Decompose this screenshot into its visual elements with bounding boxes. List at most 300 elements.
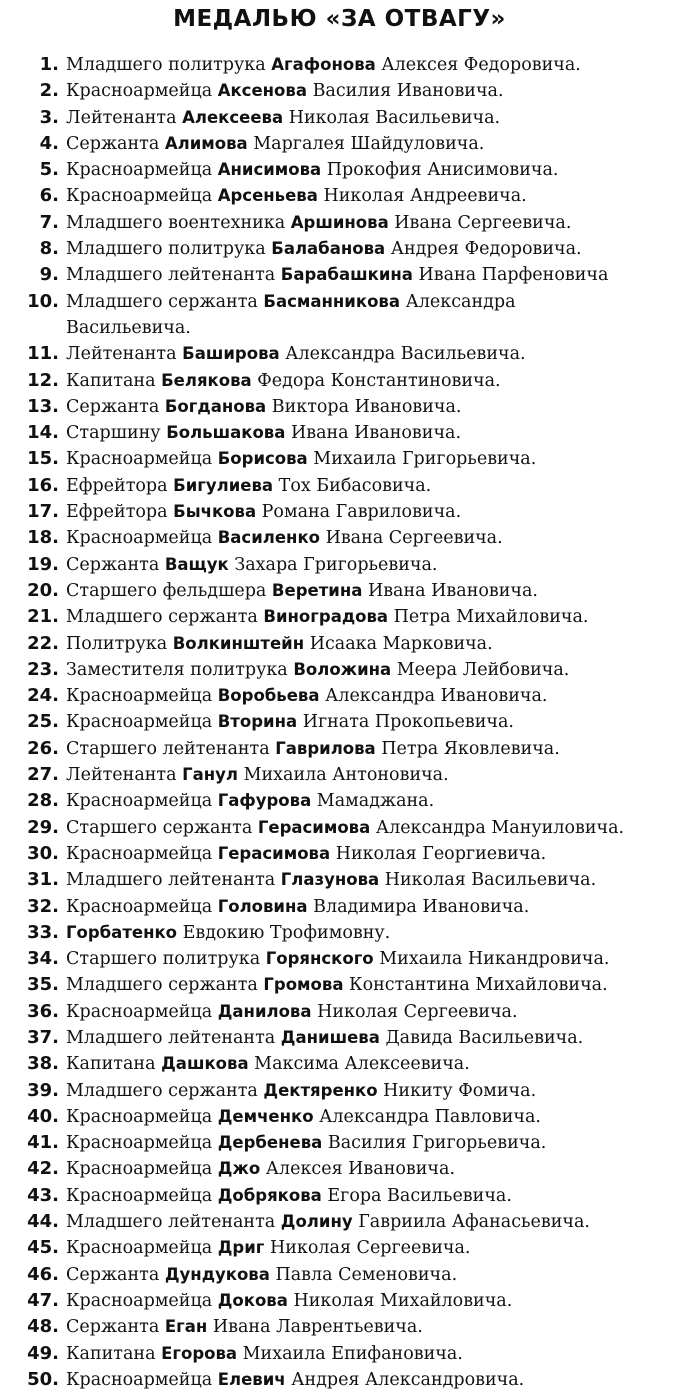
list-item [0,183,679,209]
item-text [66,262,678,288]
item-number: 21. [27,606,59,628]
item-number: 44. [27,1211,59,1233]
surname: Герасимова [217,843,331,863]
item-text [66,1341,678,1367]
item-text [66,841,678,867]
item-text [66,1104,678,1130]
item-text [66,683,678,709]
item-text [66,236,678,262]
list-item [0,736,679,762]
list-item [0,972,679,998]
surname: Егорова [161,1343,238,1363]
list-item [0,236,679,262]
list-item [0,1288,679,1314]
item-number: 50. [27,1368,59,1390]
surname: Ващук [164,554,229,574]
surname: Волкинштейн [172,633,305,653]
item-number: 29. [27,816,59,838]
given-names: Андрея Федоровича. [390,239,582,260]
given-names: Василия Григорьевича. [327,1133,547,1154]
rank-text: Сержанта [66,554,160,575]
item-number: 8. [39,238,59,260]
list-item [0,1156,679,1182]
given-names: Мамаджана. [316,791,435,812]
item-number: 34. [27,948,59,970]
item-number: 14. [27,422,59,444]
rank-text: Сержанта [66,396,160,417]
surname: Ганул [182,765,239,785]
item-number: 3. [39,106,59,128]
surname: Дриг [217,1238,265,1258]
item-text [66,972,678,998]
surname: Виноградова [263,607,389,627]
given-names: Виктора Ивановича. [271,396,462,417]
rank-text: Капитана [66,370,156,391]
item-number: 33. [27,921,59,943]
rank-text: Старшину [66,423,161,444]
item-number: 40. [27,1105,59,1127]
given-names: Петра Яковлевича. [381,738,560,759]
item-number: 43. [27,1184,59,1206]
item-text [66,578,678,604]
item-text [66,1078,678,1104]
list-item [0,262,679,288]
list-item [0,394,679,420]
surname: Борисова [217,449,308,469]
given-names: Давида Васильевича. [385,1027,584,1048]
item-number: 39. [27,1079,59,1101]
surname: Богданова [164,396,267,416]
list-item [0,1104,679,1130]
surname: Дашкова [161,1054,249,1074]
rank-text: Старшего лейтенанта [66,738,270,759]
given-names: Меера Лейбовича. [396,659,570,680]
given-names: Владимира Ивановича. [313,896,530,917]
surname: Головина [217,896,308,916]
item-number: 32. [27,895,59,917]
given-names: Александра Мануиловича. [375,817,625,838]
rank-text: Красноармейца [66,1001,213,1022]
item-text [66,131,678,157]
given-names: Михаила Епифановича. [242,1343,463,1364]
surname: Анисимова [217,160,322,180]
item-number: 35. [27,974,59,996]
item-number: 28. [27,790,59,812]
surname: Данишева [280,1027,380,1047]
item-text [66,604,678,630]
given-names: Маргалея Шайдуловича. [253,133,485,154]
list-item [0,1314,679,1340]
list-item [0,762,679,788]
item-number: 49. [27,1342,59,1364]
rank-text: Лейтенанта [66,107,177,128]
item-text [66,1209,678,1235]
rank-text: Красноармейца [66,160,213,181]
item-text [66,1314,678,1340]
rank-text: Младшего сержанта [66,975,258,996]
surname: Докова [217,1290,288,1310]
item-number: 24. [27,685,59,707]
given-names: Ивана Сергеевича. [325,528,503,549]
list-item [0,552,679,578]
surname: Барабашкина [280,265,413,285]
rank-text: Красноармейца [66,1133,213,1154]
item-number: 47. [27,1289,59,1311]
surname: Белякова [161,370,252,390]
item-number: 15. [27,448,59,470]
item-number: 31. [27,869,59,891]
rank-text: Старшего сержанта [66,817,253,838]
rank-text: Ефрейтора [66,502,168,523]
surname: Василенко [217,528,320,548]
list-item [0,894,679,920]
list-item [0,815,679,841]
given-names: Алексея Федоровича. [381,55,581,75]
item-text [66,867,678,893]
item-number: 17. [27,501,59,523]
surname: Аксенова [217,81,307,101]
item-text [66,946,678,972]
given-names: Николая Андреевича. [323,186,527,207]
given-names: Гавриила Афанасьевича. [358,1212,590,1233]
surname: Бигулиева [173,475,274,495]
item-text [66,894,678,920]
rank-text: Младшего сержанта [66,607,258,628]
rank-text: Капитана [66,1054,156,1075]
item-text [66,420,678,446]
item-number: 5. [39,159,59,181]
item-text [66,999,678,1025]
list-item [0,631,679,657]
given-names: Федора Константиновича. [257,370,501,391]
list-item [0,52,679,78]
rank-text: Красноармейца [66,686,213,707]
item-number: 41. [27,1132,59,1154]
item-text [66,525,678,551]
given-names: Егора Васильевича. [327,1185,512,1206]
given-names: Александра Павловича. [319,1106,541,1127]
rank-text: Заместителя политрука [66,659,288,680]
rank-text: Младшего лейтенанта [66,1212,276,1233]
list-item [0,1051,679,1077]
rank-text: Ефрейтора [66,475,168,496]
item-number: 7. [39,211,59,233]
given-names: Ивана Парфеновича [418,265,609,286]
list-item [0,210,679,236]
item-number: 26. [27,737,59,759]
given-names: Николая Георгиевича. [335,843,547,864]
list-item [0,1209,679,1235]
surname: Веретина [271,580,363,600]
list-item [0,499,679,525]
item-text [66,1262,678,1288]
surname: Агафонова [271,55,376,74]
rank-text: Младшего лейтенанта [66,870,276,891]
list-item [0,657,679,683]
item-number: 1. [39,54,59,75]
surname: Алимова [164,133,248,153]
list-item [0,1025,679,1051]
item-number: 30. [27,842,59,864]
item-text [66,920,678,946]
given-names: Николая Васильевича. [384,870,597,891]
list-item [0,1262,679,1288]
item-text [66,1051,678,1077]
item-number: 42. [27,1158,59,1180]
list-item [0,157,679,183]
given-names: Прокофия Анисимовича. [326,160,559,181]
surname: Долину [280,1212,353,1232]
item-text [66,341,678,367]
item-number: 23. [27,658,59,680]
item-number: 22. [27,632,59,654]
surname: Вторина [217,712,298,732]
item-number: 27. [27,764,59,786]
rank-text: Красноармейца [66,186,213,207]
item-number: 4. [39,132,59,154]
rank-text: Красноармейца [66,791,213,812]
given-names: Евдокию Трофимовну. [182,922,391,943]
rank-text: Младшего воентехника [66,212,286,233]
surname: Арсеньева [217,186,318,206]
rank-text: Красноармейца [66,1238,213,1259]
item-text [66,52,678,78]
list-item [0,1130,679,1156]
rank-text: Старшего фельдшера [66,580,267,601]
surname: Гафурова [217,791,312,811]
surname: Данилова [217,1001,312,1021]
given-names: Александра Васильевича. [66,291,516,338]
item-number: 12. [27,369,59,391]
item-number: 45. [27,1237,59,1259]
given-names: Ивана Сергеевича. [394,212,572,233]
item-number: 38. [27,1053,59,1075]
list-item [0,420,679,446]
award-list [0,52,679,1393]
list-item [0,920,679,946]
given-names: Захара Григорьевича. [234,554,438,575]
surname: Бычкова [173,502,257,522]
item-text [66,788,678,814]
surname: Елевич [217,1369,286,1389]
surname: Аршинова [290,212,389,232]
given-names: Петра Михайловича. [393,607,589,628]
surname: Горбатенко [66,922,178,942]
surname: Дундукова [164,1264,270,1284]
rank-text: Красноармейца [66,1290,213,1311]
item-number: 19. [27,553,59,575]
rank-text: Младшего сержанта [66,1080,258,1101]
rank-text: Красноармейца [66,712,213,733]
surname: Громова [263,975,344,995]
item-text [66,1288,678,1314]
item-text [66,446,678,472]
item-number: 11. [27,343,59,365]
list-item [0,946,679,972]
rank-text: Младшего политрука [66,239,266,260]
item-text [66,1183,678,1209]
surname: Алексеева [182,107,284,127]
list-item [0,604,679,630]
given-names: Михаила Никандровича. [379,949,610,970]
item-text [66,815,678,841]
rank-text: Политрука [66,633,168,654]
item-text [66,368,678,394]
surname: Горянского [265,949,374,969]
list-item [0,78,679,104]
rank-text: Красноармейца [66,1159,213,1180]
surname: Балабанова [271,239,386,259]
given-names: Александра Ивановича. [325,686,548,707]
given-names: Ивана Ивановича. [367,580,538,601]
item-text [66,210,678,236]
item-number: 37. [27,1026,59,1048]
rank-text: Капитана [66,1343,156,1364]
given-names: Ивана Ивановича. [290,423,462,444]
list-item [0,1341,679,1367]
list-item [0,105,679,131]
surname: Еган [164,1317,208,1337]
item-text [66,1025,678,1051]
item-text [66,499,678,525]
rank-text: Старшего политрука [66,949,261,970]
given-names: Николая Сергеевича. [270,1238,471,1259]
given-names: Михаила Григорьевича. [313,449,537,470]
surname: Дербенева [217,1133,323,1153]
given-names: Алексея Ивановича. [265,1159,456,1180]
item-text [66,157,678,183]
list-item [0,578,679,604]
list-item [0,289,679,342]
list-item [0,525,679,551]
rank-text: Младшего политрука [66,55,266,75]
list-item [0,867,679,893]
rank-text: Сержанта [66,133,160,154]
rank-text: Красноармейца [66,843,213,864]
item-number: 20. [27,579,59,601]
rank-text: Красноармейца [66,81,213,102]
rank-text: Красноармейца [66,449,213,470]
rank-text: Сержанта [66,1264,160,1285]
item-text [66,762,678,788]
list-item [0,788,679,814]
item-number: 13. [27,395,59,417]
list-item [0,473,679,499]
rank-text: Красноармейца [66,1106,213,1127]
item-text [66,394,678,420]
surname: Воложина [293,659,392,679]
item-number: 46. [27,1263,59,1285]
list-item [0,1183,679,1209]
surname: Баширова [182,344,280,364]
page-title: МЕДАЛЬЮ «ЗА ОТВАГУ» [173,6,506,32]
rank-text: Младшего лейтенанта [66,265,276,286]
rank-text: Младшего сержанта [66,291,258,312]
list-item [0,709,679,735]
item-text [66,657,678,683]
rank-text: Красноармейца [66,1185,213,1206]
given-names: Александра Васильевича. [285,344,526,365]
list-item [0,368,679,394]
list-item [0,1367,679,1393]
given-names: Никиту Фомича. [383,1080,537,1101]
item-number: 25. [27,711,59,733]
list-item [0,999,679,1025]
given-names: Ивана Лаврентьевича. [212,1317,423,1338]
item-number: 16. [27,474,59,496]
item-number: 6. [39,185,59,207]
item-text [66,183,678,209]
given-names: Романа Гавриловича. [261,502,462,523]
item-text [66,473,678,499]
item-number: 18. [27,527,59,549]
rank-text: Сержанта [66,1317,160,1338]
given-names: Тох Бибасовича. [278,475,432,496]
surname: Воробьева [217,686,320,706]
surname: Большакова [166,423,286,443]
list-item [0,131,679,157]
item-text [66,736,678,762]
item-number: 10. [27,290,59,312]
list-item [0,446,679,472]
surname: Басманникова [263,291,400,311]
item-text [66,1235,678,1261]
rank-text: Красноармейца [66,1369,213,1390]
given-names: Николая Сергеевича. [317,1001,518,1022]
item-text [66,289,566,342]
surname: Глазунова [280,870,380,890]
list-item [0,841,679,867]
given-names: Василия Ивановича. [312,81,504,102]
item-text [66,552,678,578]
item-text [66,631,678,657]
rank-text: Красноармейца [66,896,213,917]
surname: Герасимова [257,817,371,837]
given-names: Павла Семеновича. [275,1264,458,1285]
item-text [66,1130,678,1156]
given-names: Константина Михайловича. [349,975,608,996]
surname: Демченко [217,1106,314,1126]
item-number: 9. [39,264,59,286]
given-names: Игната Прокопьевича. [302,712,514,733]
surname: Гаврилова [275,738,376,758]
item-text [66,1367,678,1393]
list-item [0,1078,679,1104]
given-names: Андрея Александровича. [291,1369,525,1390]
list-item [0,341,679,367]
given-names: Максима Алексеевича. [254,1054,470,1075]
item-text [66,105,678,131]
item-text [66,1156,678,1182]
rank-text: Красноармейца [66,528,213,549]
item-text [66,709,678,735]
list-item [0,1235,679,1261]
item-number: 48. [27,1316,59,1338]
rank-text: Младшего лейтенанта [66,1027,276,1048]
item-number: 2. [39,80,59,102]
given-names: Николая Михайловича. [293,1290,513,1311]
given-names: Исаака Марковича. [309,633,493,654]
given-names: Николая Васильевича. [288,107,501,128]
item-text [66,78,678,104]
surname: Добрякова [217,1185,322,1205]
given-names: Михаила Антоновича. [243,765,449,786]
surname: Джо [217,1159,261,1179]
list-item [0,683,679,709]
item-number: 36. [27,1000,59,1022]
rank-text: Лейтенанта [66,765,177,786]
surname: Дектяренко [263,1080,378,1100]
